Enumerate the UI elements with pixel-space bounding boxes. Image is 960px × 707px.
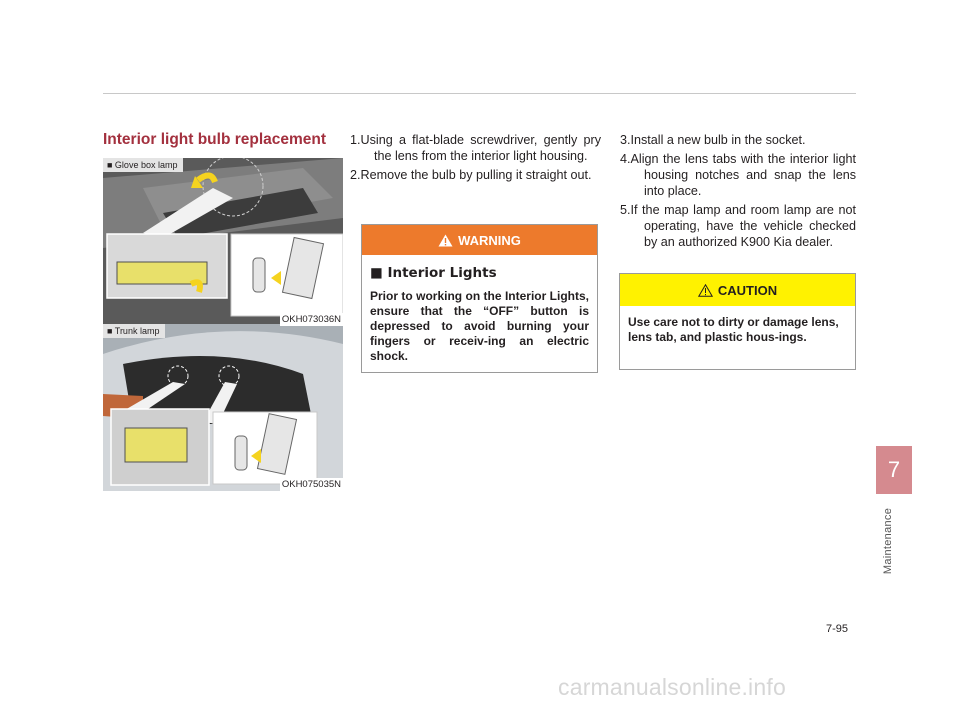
trunk-lamp-figure	[103, 324, 343, 491]
caution-text: Use care not to dirty or damage lens, lens tab, and plastic hous-ings.	[628, 315, 839, 344]
trunk-illustration	[103, 324, 343, 491]
watermark: carmanualsonline.info	[558, 674, 786, 700]
figure-code: OKH073036N	[281, 314, 341, 325]
warning-header	[362, 225, 597, 255]
caution-title: CAUTION	[717, 282, 778, 298]
figure-label: ■ Glove box lamp	[103, 158, 183, 172]
warning-triangle-icon	[438, 234, 453, 247]
glove-box-illustration	[103, 158, 343, 326]
chapter-name	[878, 500, 898, 582]
caution-box	[619, 273, 856, 370]
warning-subtitle: ■ Interior Lights	[370, 265, 497, 281]
figure-code: OKH075035N	[281, 479, 341, 490]
step-item: 4.Align the lens tabs with the interior light housing notches and snap the lens into place.	[620, 152, 856, 198]
page-number: 7-95	[826, 623, 849, 635]
chapter-tab: 7	[876, 446, 912, 494]
steps-list-1	[350, 132, 601, 186]
steps-list-2	[620, 132, 856, 253]
section-title: Interior light bulb replacement	[103, 131, 327, 148]
step-item: 3.Install a new bulb in the socket.	[620, 133, 806, 147]
caution-header	[620, 274, 855, 306]
warning-box	[361, 224, 598, 373]
step-item: 1.Using a flat-blade screwdriver, gently pry the lens from the interior light housing.	[350, 133, 601, 163]
header-rule	[103, 93, 856, 94]
chapter-name-label: Maintenance	[882, 507, 894, 575]
step-item: 2.Remove the bulb by pulling it straight out.	[350, 168, 592, 182]
step-item: 5.If the map lamp and room lamp are not operating, have the vehicle checked by an authorized K900 Kia dealer.	[620, 203, 856, 249]
glove-box-lamp-figure	[103, 158, 343, 326]
warning-title: WARNING	[458, 232, 521, 248]
figure-label: ■ Trunk lamp	[103, 324, 165, 338]
caution-triangle-icon	[698, 284, 713, 297]
warning-text: Prior to working on the Interior Lights, ensure that the “OFF” button is depressed to avoid burning your fingers or receiv-ing an electric shock.	[370, 289, 589, 363]
